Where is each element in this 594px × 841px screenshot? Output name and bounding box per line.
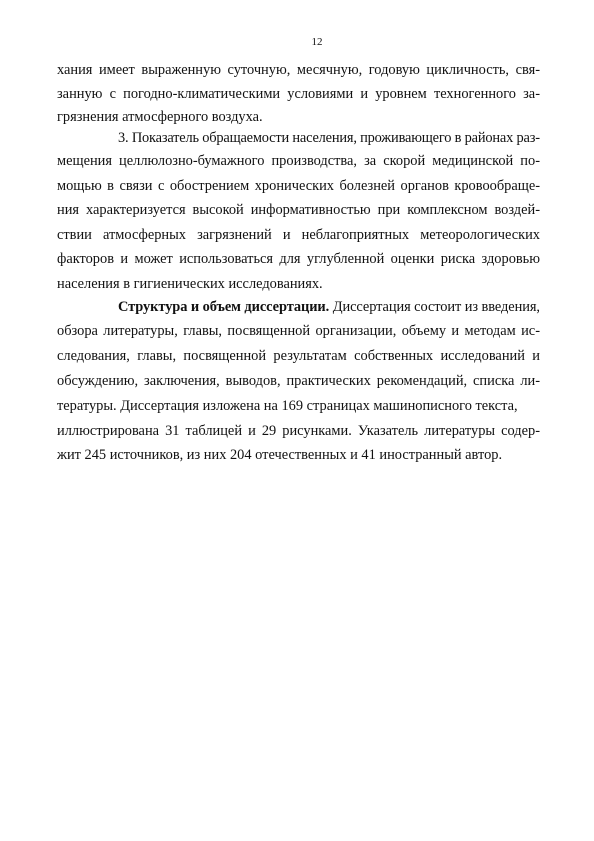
text-line-last (57, 107, 540, 127)
text-line (57, 225, 540, 245)
page-number: 12 (311, 36, 323, 48)
text-line (57, 421, 540, 441)
text-line (57, 321, 540, 341)
text-line (57, 84, 540, 104)
line-text: населения в гигиенических исследованиях. (57, 276, 323, 292)
text-line-last (57, 445, 540, 465)
line-text: факторов и может использоваться для углубленной оценки риска здоровью (57, 251, 540, 267)
text-line (57, 346, 540, 366)
paragraph-first-line (118, 297, 540, 317)
line-text: мещения целлюлозно-бумажного производства, за скорой медицинской по- (57, 153, 540, 169)
text-line (57, 151, 540, 171)
section-heading: Структура и объем диссертации. (118, 299, 330, 315)
text-line-last (57, 274, 540, 294)
line-text: следования, главы, посвященной результатам собственных исследований и (57, 348, 540, 364)
line-text: занную с погодно-климатическими условиями и уровнем техногенного за- (57, 86, 540, 102)
line-text: ния характеризуется высокой информативностью при комплексном воздей- (57, 202, 540, 218)
text-line (57, 60, 540, 80)
line-text: иллюстрирована 31 таблицей и 29 рисунками. Указатель литературы содер- (57, 423, 540, 439)
text-line (57, 176, 540, 196)
paragraph-first-line (118, 128, 540, 148)
line-text: обсуждению, заключения, выводов, практических рекомендаций, списка ли- (57, 373, 540, 389)
line-text: Диссертация состоит из введения, (329, 299, 540, 315)
line-text: ствии атмосферных загрязнений и неблагоприятных метеорологических (57, 227, 540, 243)
line-text: хания имеет выраженную суточную, месячную, годовую цикличность, свя- (57, 62, 540, 78)
text-line (57, 396, 540, 416)
line-text: грязнения атмосферного воздуха. (57, 109, 263, 125)
text-line (57, 371, 540, 391)
line-text: 3. Показатель обращаемости населения, проживающего в районах раз- (118, 130, 540, 146)
text-line (57, 249, 540, 269)
line-text: жит 245 источников, из них 204 отечественных и 41 иностранный автор. (57, 447, 503, 463)
line-text: тературы. Диссертация изложена на 169 страницах машинописного текста, (57, 398, 518, 414)
text-line (57, 200, 540, 220)
line-text: обзора литературы, главы, посвященной организации, объему и методам ис- (57, 323, 540, 339)
line-text: мощью в связи с обострением хронических болезней органов кровообраще- (57, 178, 540, 194)
